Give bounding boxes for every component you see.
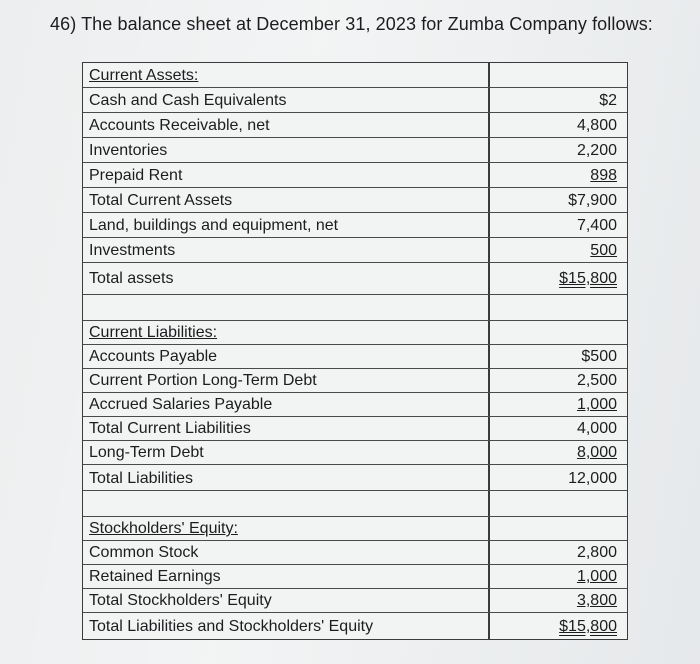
row-label: Long-Term Debt	[89, 444, 204, 461]
row-label: Inventories	[89, 142, 168, 159]
row-value: $7,900	[568, 192, 617, 209]
row-label: Cash and Cash Equivalents	[89, 92, 287, 109]
table-row	[83, 369, 627, 393]
row-label: Accrued Salaries Payable	[89, 396, 273, 413]
row-value: 1,000	[576, 396, 617, 413]
row-value: 500	[590, 242, 617, 259]
row-value: $500	[581, 348, 617, 365]
row-value: 3,800	[576, 592, 617, 609]
row-value: $15,800	[559, 270, 617, 287]
row-label: Prepaid Rent	[89, 167, 183, 184]
row-label: Total Current Liabilities	[89, 420, 251, 437]
question-text: 46) The balance sheet at December 31, 2023 for Zumba Company follows:	[50, 14, 653, 34]
table-row	[83, 238, 627, 263]
row-label: Common Stock	[89, 544, 199, 561]
row-value: 2,200	[576, 142, 617, 159]
assets-header: Current Assets:	[89, 67, 199, 84]
row-value: 4,800	[576, 117, 617, 134]
table-row	[83, 613, 627, 638]
row-value: 2,800	[576, 544, 617, 561]
row-value: 7,400	[576, 217, 617, 234]
blank-row	[83, 295, 627, 321]
row-label: Retained Earnings	[89, 568, 221, 585]
table-row	[83, 589, 627, 613]
row-label: Total Liabilities	[89, 470, 194, 487]
table-row	[83, 441, 627, 465]
table-row	[83, 138, 627, 163]
row-label: Accounts Receivable, net	[89, 117, 270, 134]
row-value: 1,000	[576, 568, 617, 585]
table-row	[83, 188, 627, 213]
equity-header: Stockholders' Equity:	[89, 520, 238, 537]
table-row	[83, 417, 627, 441]
row-value: 12,000	[568, 470, 617, 487]
row-value: 8,000	[576, 444, 617, 461]
liabilities-header: Current Liabilities:	[89, 324, 218, 341]
row-label: Accounts Payable	[89, 348, 218, 365]
table-row	[83, 88, 627, 113]
table-row	[83, 541, 627, 565]
row-label: Total Stockholders' Equity	[89, 592, 272, 609]
table-row	[83, 113, 627, 138]
row-value: 4,000	[576, 420, 617, 437]
equity-header-row	[83, 517, 627, 541]
row-label: Investments	[89, 242, 176, 259]
balance-sheet-table	[82, 62, 628, 640]
table-row	[83, 465, 627, 491]
row-label: Total Liabilities and Stockholders' Equity	[89, 618, 374, 635]
liabilities-header-row	[83, 321, 627, 345]
table-row	[83, 263, 627, 295]
table-row	[83, 345, 627, 369]
table-row	[83, 565, 627, 589]
table-row	[83, 393, 627, 417]
table-row	[83, 213, 627, 238]
row-value: 898	[590, 167, 617, 184]
row-label: Land, buildings and equipment, net	[89, 217, 339, 234]
table-row	[83, 163, 627, 188]
row-label: Total Current Assets	[89, 192, 233, 209]
row-value: $15,800	[559, 618, 617, 635]
row-value: $2	[599, 92, 617, 109]
blank-row	[83, 491, 627, 517]
row-label: Current Portion Long-Term Debt	[89, 372, 317, 389]
assets-header-row	[83, 63, 627, 88]
row-value: 2,500	[576, 372, 617, 389]
row-label: Total assets	[89, 270, 174, 287]
